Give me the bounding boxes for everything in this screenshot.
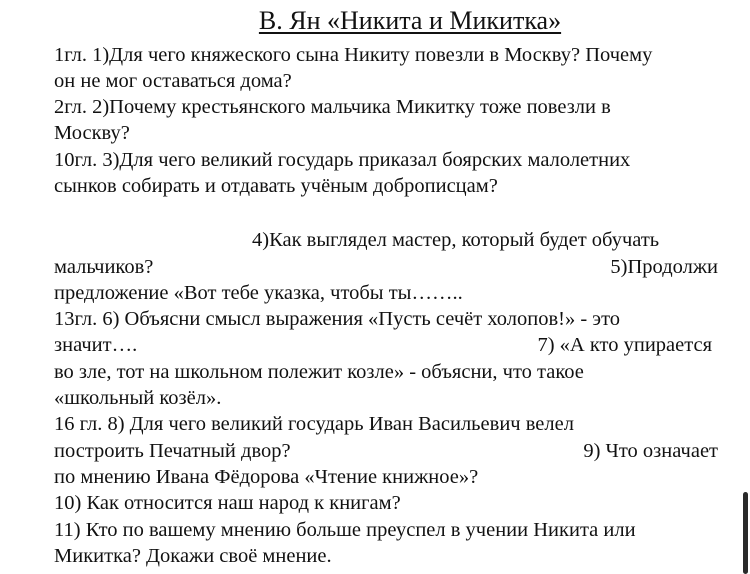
text-line: Микитка? Докажи своё мнение. xyxy=(54,545,332,567)
text-line: во зле, тот на школьном полежит козле» - объясни, что такое xyxy=(54,361,584,383)
text-line: по мнению Ивана Фёдорова «Чтение книжное»? xyxy=(54,466,479,488)
text-line: сынков собирать и отдавать учёным доброписцам? xyxy=(54,175,498,197)
text-line: Москву? xyxy=(54,122,130,144)
text-line: 11) Кто по вашему мнению больше преуспел в учении Никита или xyxy=(54,519,636,541)
text-line: 13гл. 6) Объясни смысл выражения «Пусть сечёт холопов!» - это xyxy=(54,308,621,330)
text-line-right: 5)Продолжи xyxy=(610,256,718,278)
text-line: 2гл. 2)Почему крестьянского мальчика Микитку тоже повезли в xyxy=(54,96,611,118)
text-line-split xyxy=(54,332,712,358)
text-line: он не мог оставаться дома? xyxy=(54,70,292,92)
text-line: 1гл. 1)Для чего княжеского сына Никиту повезли в Москву? Почему xyxy=(54,44,653,66)
text-line-left: построить Печатный двор? xyxy=(54,440,291,462)
text-line: 4)Как выглядел мастер, который будет обучать xyxy=(252,229,660,251)
text-line-split xyxy=(54,254,718,280)
text-line-left: значит…. xyxy=(54,334,138,356)
text-line: 16 гл. 8) Для чего великий государь Иван Васильевич велел xyxy=(54,413,574,435)
text-line-left: мальчиков? xyxy=(54,256,154,278)
text-line: предложение «Вот тебе указка, чтобы ты…….. xyxy=(54,282,463,304)
text-line-split xyxy=(54,438,718,464)
text-line-right: 7) «А кто упирается xyxy=(537,334,712,356)
scrollbar-thumb[interactable] xyxy=(743,492,748,574)
text-line: «школьный козёл». xyxy=(54,387,222,409)
text-line: 10) Как относится наш народ к книгам? xyxy=(54,492,401,514)
text-line-right: 9) Что означает xyxy=(583,440,718,462)
text-line: 10гл. 3)Для чего великий государь приказал боярских малолетних xyxy=(54,149,631,171)
document-title: В. Ян «Никита и Микитка» xyxy=(258,6,562,35)
